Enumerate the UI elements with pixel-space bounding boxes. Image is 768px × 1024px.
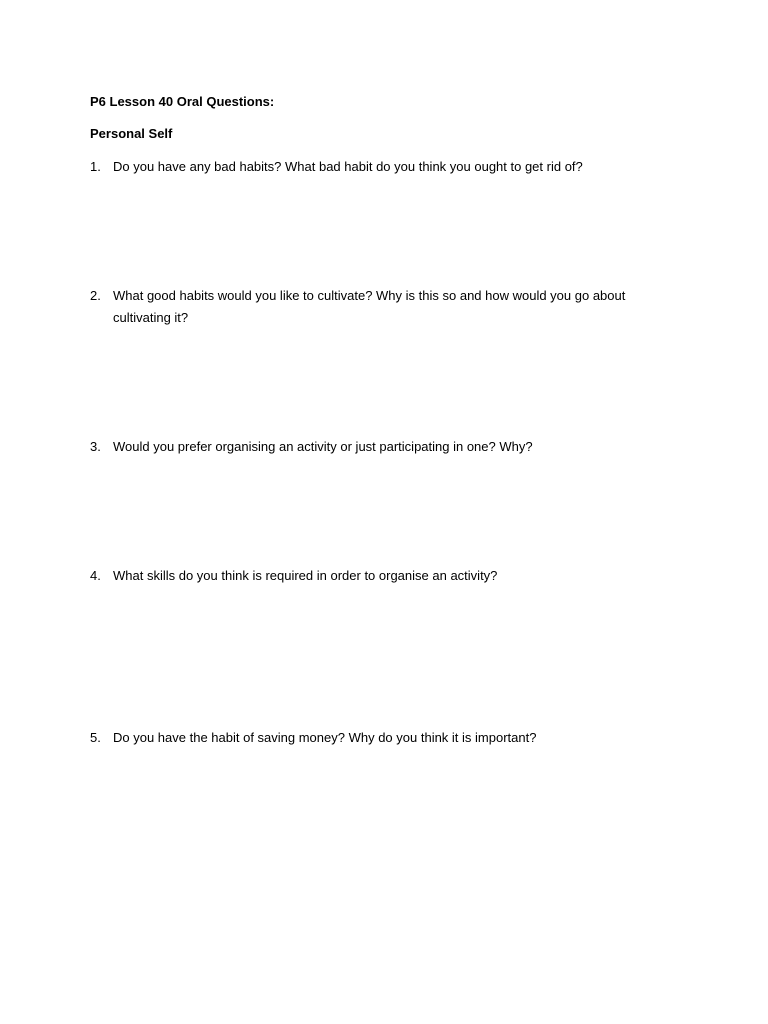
question-item (90, 285, 680, 329)
question-item (90, 727, 680, 749)
question-number: 2. (90, 288, 101, 303)
question-text: Would you prefer organising an activity or just participating in one? Why? (113, 439, 533, 454)
question-text: What good habits would you like to cultivate? Why is this so and how would you go about cultivating it? (113, 288, 626, 325)
section-heading: Personal Self (90, 126, 173, 141)
document-title: P6 Lesson 40 Oral Questions: (90, 94, 275, 109)
question-number: 1. (90, 159, 101, 174)
question-item (90, 156, 680, 178)
question-text: Do you have the habit of saving money? Why do you think it is important? (113, 730, 537, 745)
question-text: Do you have any bad habits? What bad habit do you think you ought to get rid of? (113, 159, 583, 174)
question-item (90, 565, 680, 587)
question-text: What skills do you think is required in order to organise an activity? (113, 568, 498, 583)
question-number: 5. (90, 730, 101, 745)
question-item (90, 436, 680, 458)
question-number: 3. (90, 439, 101, 454)
question-number: 4. (90, 568, 101, 583)
